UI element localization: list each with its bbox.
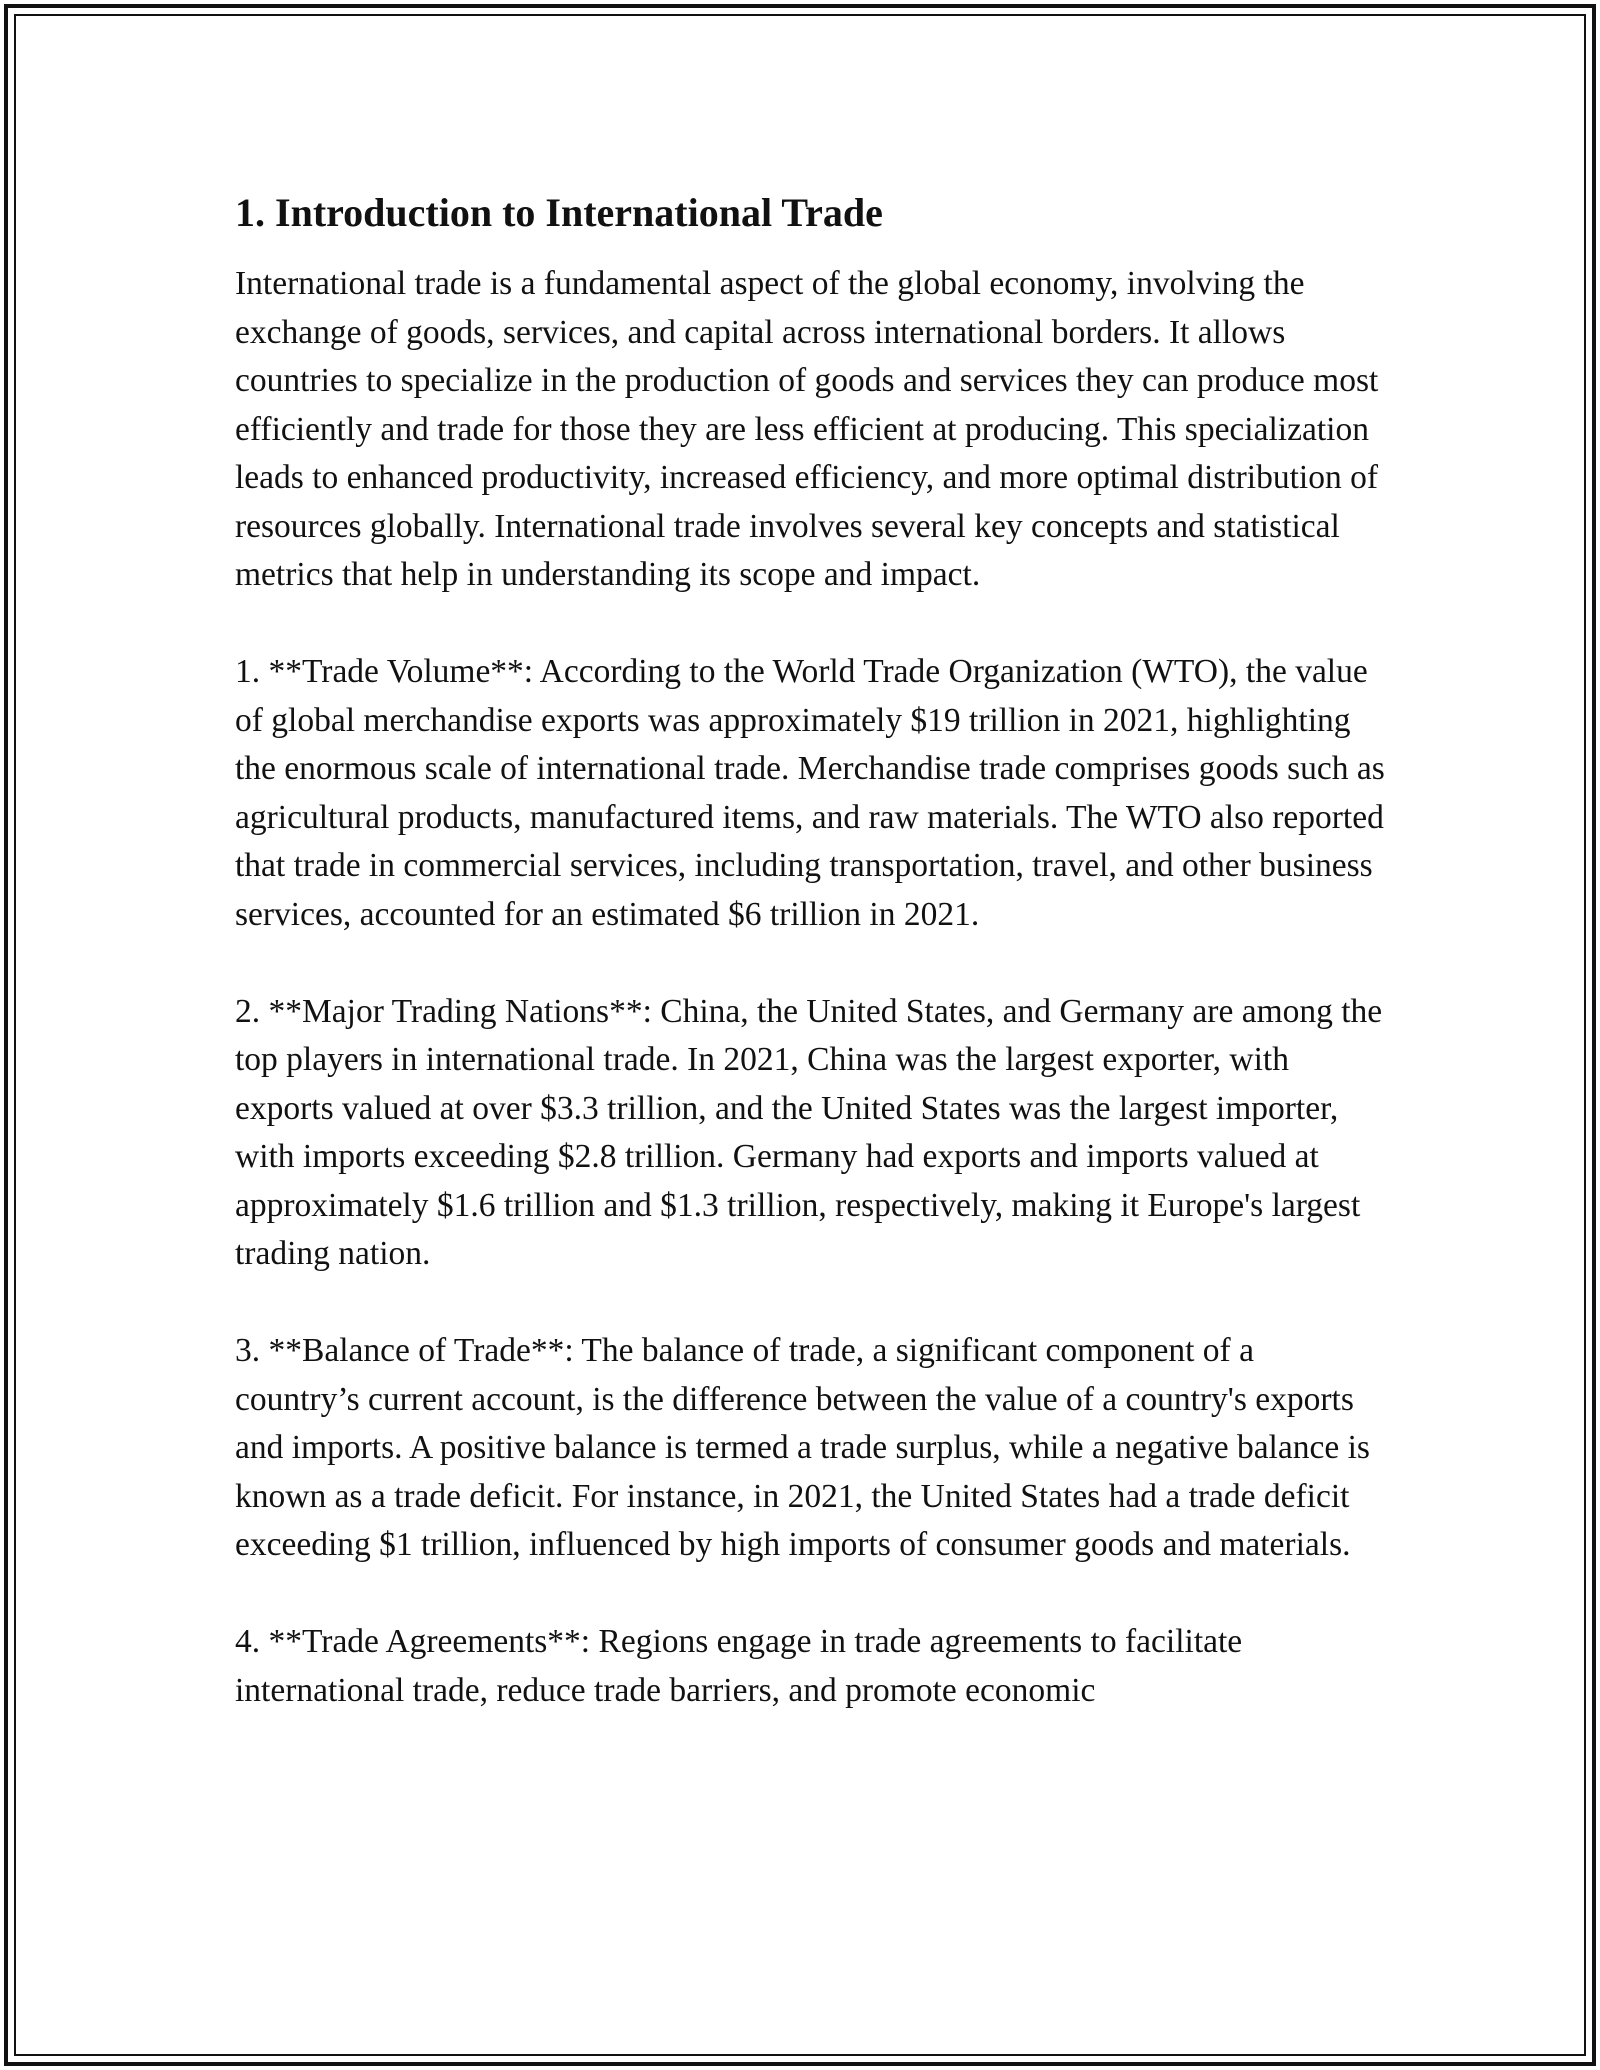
section-heading: 1. Introduction to International Trade xyxy=(235,190,883,235)
major-trading-nations-paragraph: 2. **Major Trading Nations**: China, the United States, and Germany are among the top players in international trade. In 2021, China was the largest exporter, with exports valued at over $3.3 trillion, and the United States was the largest importer, with imports exceeding $2.8 trillion. Germany had exports and imports valued at approximately $1.6 trillion and $1.3 trillion, respectively, making it Europe's largest trading nation. xyxy=(235,992,1383,1272)
trade-agreements-paragraph: 4. **Trade Agreements**: Regions engage in trade agreements to facilitate international trade, reduce trade barriers, and promote economic xyxy=(235,1623,1243,1709)
trade-volume-paragraph: 1. **Trade Volume**: According to the World Trade Organization (WTO), the value of global merchandise exports was approximately $19 trillion in 2021, highlighting the enormous scale of international trade. Merchandise trade comprises goods such as agricultural products, manufactured items, and raw materials. The WTO also reported that trade in commercial services, including transportation, travel, and other business services, accounted for an estimated $6 trillion in 2021. xyxy=(235,653,1385,933)
balance-of-trade-paragraph: 3. **Balance of Trade**: The balance of trade, a significant component of a country’s current account, is the difference between the value of a country's exports and imports. A positive balance is termed a trade surplus, while a negative balance is known as a trade deficit. For instance, in 2021, the United States had a trade deficit exceeding $1 trillion, influenced by high imports of consumer goods and materials. xyxy=(235,1332,1370,1563)
intro-paragraph: International trade is a fundamental aspect of the global economy, involving the exchange of goods, services, and capital across international borders. It allows countries to specialize in the production of goods and services they can produce most efficiently and trade for those they are less efficient at producing. This specialization leads to enhanced productivity, increased efficiency, and more optimal distribution of resources globally. International trade involves several key concepts and statistical metrics that help in understanding its scope and impact. xyxy=(235,265,1379,593)
document-body xyxy=(235,188,1385,1764)
